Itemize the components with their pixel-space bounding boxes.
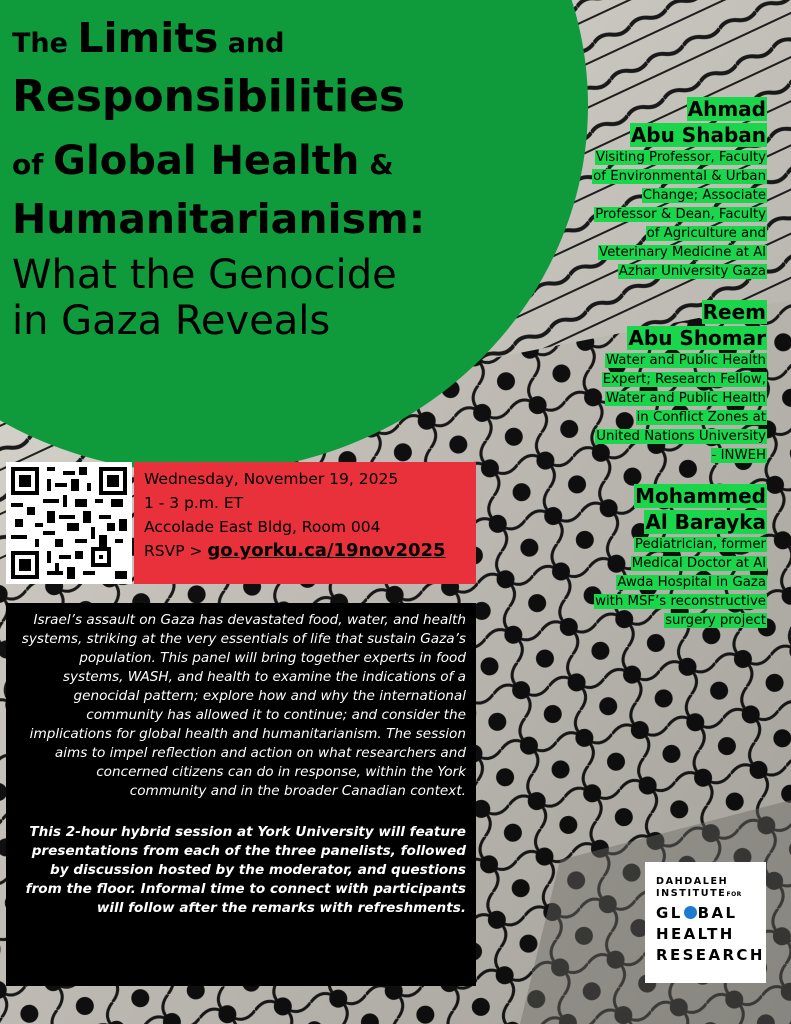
rsvp-label: RSVP > [144, 542, 203, 560]
speakers-list [592, 96, 767, 648]
dahdaleh-institute-logo: DAHDALEH INSTITUTEFOR GL BAL HEALTH RESEARCH [645, 862, 766, 983]
speaker-mohammed-al-barayka [592, 483, 767, 630]
event-date: Wednesday, November 19, 2025 [144, 470, 399, 488]
speaker-reem-abu-shomar [592, 299, 767, 465]
globe-icon [684, 906, 697, 919]
title-line-4: Humanitarianism: [12, 195, 426, 243]
description-paragraph-1: Israel’s assault on Gaza has devastated food, water, and health systems, striking at the very essentials of life that sustain Gaza’s population. This panel will bring together experts in food systems, WASH, and health to examine the indications of a genocidal pattern; explore how and why the international community has allowed it to continue; and consider the implications for global health and humanitarianism. The session aims to impel reflection and action on what researchers and concerned citizens can do in response, within the York community and in the broader Canadian context. [21, 612, 466, 799]
speaker-ahmad-abu-shaban [592, 96, 767, 281]
speaker-name: Reem Abu Shomar [628, 300, 766, 350]
speaker-name: Mohammed Al Barayka [635, 484, 766, 534]
event-subtitle: What the Genocide in Gaza Reveals [12, 252, 397, 345]
title-line-3: of Global Health & [12, 138, 394, 184]
qr-code-icon [11, 467, 127, 579]
event-time: 1 - 3 p.m. ET [144, 494, 244, 512]
event-title [12, 14, 572, 345]
speaker-role: Water and Public Health Expert; Research Fellow, Water and Public Health in Conflict Zones at United Nations University - INWEH [596, 353, 766, 463]
title-line-1: The Limits and [12, 14, 285, 62]
title-line-2: Responsibilities [12, 71, 406, 122]
speaker-role: Visiting Professor, Faculty of Environmental & Urban Change; Associate Professor & Dean, Faculty of Agriculture and Veterinary Medicine at Al Azhar University Gaza [593, 150, 766, 279]
speaker-role: Pediatrician, former Medical Doctor at Al Awda Hospital in Gaza with MSF’s reconstructive surgery project [595, 537, 766, 628]
speaker-name: Ahmad Abu Shaban [630, 97, 766, 147]
event-details [134, 462, 476, 584]
rsvp-link[interactable]: go.yorku.ca/19nov2025 [207, 540, 446, 561]
event-location: Accolade East Bldg, Room 004 [144, 518, 381, 536]
event-rsvp [144, 539, 466, 563]
qr-code[interactable] [6, 462, 132, 584]
event-description [6, 603, 476, 986]
description-paragraph-2: This 2-hour hybrid session at York University will feature presentations from each of the three panelists, followed by discussion hosted by the moderator, and questions from the floor. Informal time to connect with participants will follow after the remarks with refreshments. [25, 824, 466, 916]
